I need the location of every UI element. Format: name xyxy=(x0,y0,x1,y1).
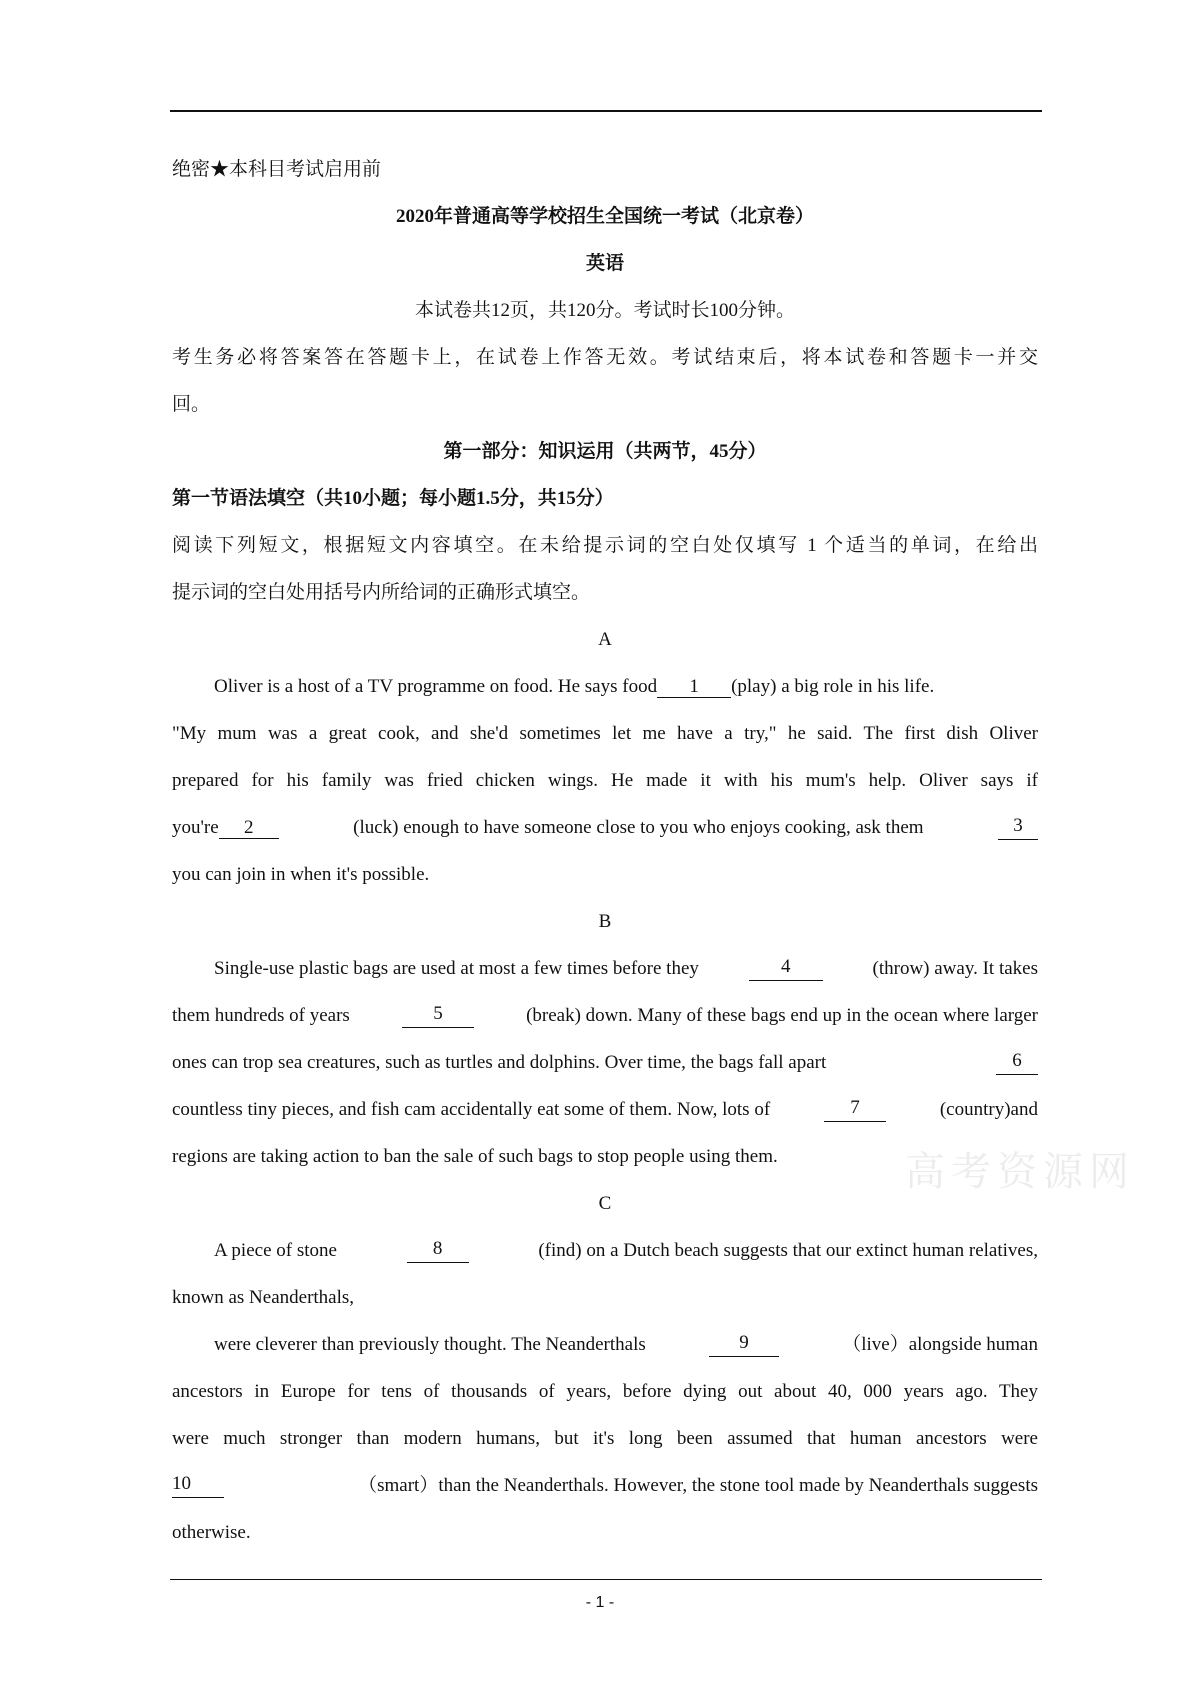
subject-title: 英语 xyxy=(585,253,624,274)
passage-text: (break) down. Many of these bags end up in the ocean where larger xyxy=(526,1005,1038,1026)
passage-b-line-1 xyxy=(214,957,1038,981)
blank-6[interactable]: 6 xyxy=(996,1051,1038,1075)
passage-c-label: C xyxy=(598,1193,612,1214)
passage-text: (find) on a Dutch beach suggests that our extinct human relatives, xyxy=(538,1240,1038,1261)
top-rule xyxy=(170,110,1042,112)
blank-7[interactable]: 7 xyxy=(824,1098,886,1122)
passage-a-line-4 xyxy=(172,816,1038,840)
passage-b-line-3 xyxy=(172,1051,1038,1075)
passage-text: Single-use plastic bags are used at most a few times before they xyxy=(214,958,699,979)
passage-c-line-4: ancestors in Europe for tens of thousands of years, before dying out about 40, 000 years ago. They xyxy=(172,1381,1038,1402)
part1-title: 第一部分：知识运用（共两节，45分） xyxy=(443,441,767,462)
passage-c-line-7: otherwise. xyxy=(172,1522,251,1543)
passage-text: countless tiny pieces, and fish cam accidentally eat some of them. Now, lots of xyxy=(172,1099,771,1120)
instructions-line-1: 阅读下列短文，根据短文内容填空。在未给提示词的空白处仅填写 1 个适当的单词，在给出 xyxy=(172,535,1038,556)
blank-5[interactable]: 5 xyxy=(402,1004,474,1028)
passage-b-line-5: regions are taking action to ban the sale of such bags to stop people using them. xyxy=(172,1146,778,1167)
passage-text: (luck) enough to have someone close to you who enjoys cooking, ask them xyxy=(353,817,924,838)
notice-line-1: 考生务必将答案答在答题卡上，在试卷上作答无效。考试结束后，将本试卷和答题卡一并交 xyxy=(172,347,1038,368)
passage-c-line-2: known as Neanderthals, xyxy=(172,1287,355,1308)
passage-text: (throw) away. It takes xyxy=(872,958,1038,979)
passage-text: Oliver is a host of a TV programme on food. He says food xyxy=(214,676,658,697)
blank-9[interactable]: 9 xyxy=(709,1333,779,1357)
blank-4[interactable]: 4 xyxy=(749,957,823,981)
passage-b-line-4 xyxy=(172,1098,1038,1122)
exam-info: 本试卷共12页，共120分。考试时长100分钟。 xyxy=(414,300,795,321)
bottom-rule xyxy=(170,1579,1042,1580)
blank-1[interactable]: 1 xyxy=(657,677,731,698)
section-title: 第一节语法填空（共10小题；每小题1.5分，共15分） xyxy=(172,488,614,509)
passage-c-line-3 xyxy=(214,1333,1038,1357)
exam-title: 2020年普通高等学校招生全国统一考试（北京卷） xyxy=(395,206,814,227)
passage-text: them hundreds of years xyxy=(172,1005,350,1026)
passage-text: (play) a big role in his life. xyxy=(731,676,935,697)
passage-b-line-2 xyxy=(172,1004,1038,1028)
passage-b-label: B xyxy=(598,911,612,932)
passage-text: you're xyxy=(172,817,219,838)
passage-text: ones can trop sea creatures, such as turtles and dolphins. Over time, the bags fall apart xyxy=(172,1052,827,1073)
passage-text: were cleverer than previously thought. The Neanderthals xyxy=(214,1334,646,1355)
passage-a-line-4-left xyxy=(172,816,279,840)
notice-line-2: 回。 xyxy=(172,394,211,415)
passage-c-line-5: were much stronger than modern humans, but it's long been assumed that human ancestors were xyxy=(172,1428,1038,1449)
blank-10[interactable]: 10 xyxy=(172,1474,224,1498)
passage-text: （live）alongside human xyxy=(842,1334,1038,1355)
passage-c-line-1 xyxy=(214,1239,1038,1263)
passage-a-line-1 xyxy=(214,675,1038,699)
watermark: 高考资源网 xyxy=(905,1149,1135,1195)
confidential-note: 绝密★本科目考试启用前 xyxy=(172,159,382,180)
passage-text: A piece of stone xyxy=(214,1240,337,1261)
passage-text: （smart）than the Neanderthals. However, the stone tool made by Neanderthals suggests xyxy=(358,1475,1038,1496)
passage-a-line-2: "My mum was a great cook, and she'd sometimes let me have a try," he said. The first dish Oliver xyxy=(172,723,1038,744)
passage-c-line-6 xyxy=(172,1474,1038,1498)
page-number: - 1 - xyxy=(585,1594,615,1611)
passage-a-line-3: prepared for his family was fried chicken wings. He made it with his mum's help. Oliver says if xyxy=(172,770,1038,791)
passage-a-line-5: you can join in when it's possible. xyxy=(172,864,430,885)
blank-2[interactable]: 2 xyxy=(219,818,279,839)
passage-text: (country)and xyxy=(939,1099,1038,1120)
passage-a-label: A xyxy=(598,629,612,650)
blank-3[interactable]: 3 xyxy=(998,816,1038,840)
blank-8[interactable]: 8 xyxy=(407,1239,469,1263)
instructions-line-2: 提示词的空白处用括号内所给词的正确形式填空。 xyxy=(172,582,591,603)
